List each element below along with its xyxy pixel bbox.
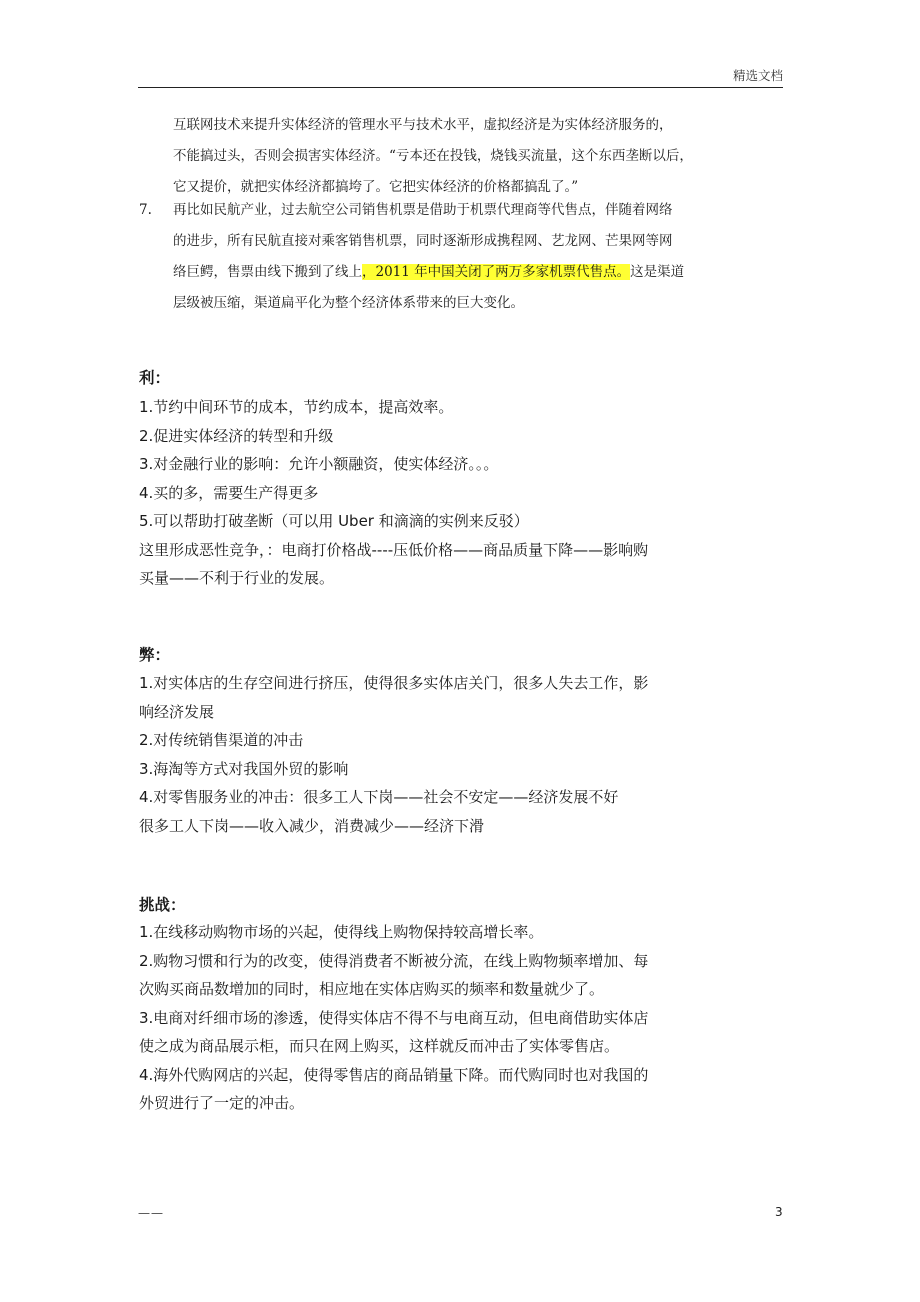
list-item: 4.买的多，需要生产得更多 (139, 483, 319, 502)
item-7-paragraph (173, 195, 684, 319)
list-item: 次购买商品数增加的同时，相应地在实体店购买的频率和数量就少了。 (139, 980, 605, 998)
item-7-text: 这是渠道 (630, 264, 685, 280)
list-item: 2.促进实体经济的转型和升级 (139, 426, 334, 445)
list-item: 1.对实体店的生存空间进行挤压，使得很多实体店关门，很多人失去工作，影 (139, 674, 649, 692)
item-7-line (173, 257, 684, 288)
pros-list (139, 393, 648, 593)
page-number: 3 (775, 1205, 783, 1219)
footer-dash: —— (138, 1206, 164, 1220)
highlighted-text: ，2011 年中国关闭了两万多家机票代售点。 (362, 264, 631, 280)
pros-heading: 利： (139, 369, 171, 387)
list-item: 2.对传统销售渠道的冲击 (139, 731, 304, 749)
page-header-title: 精选文档 (732, 68, 783, 83)
challenges-list (139, 918, 648, 1118)
list-item: 4.对零售服务业的冲击：很多工人下岗——社会不安定——经济发展不好 (139, 788, 619, 806)
list-item: 买量——不利于行业的发展。 (139, 569, 335, 587)
list-item: 外贸进行了一定的冲击。 (139, 1094, 305, 1112)
item-7-number: 7. (139, 202, 152, 218)
cons-heading: 弊： (139, 646, 171, 664)
intro-line: 互联网技术来提升实体经济的管理水平与技术水平，虚拟经济是为实体经济服务的， (173, 117, 673, 133)
list-item: 3.对金融行业的影响：允许小额融资，使实体经济。。。 (139, 455, 499, 473)
list-item: 4.海外代购网店的兴起，使得零售店的商品销量下降。而代购同时也对我国的 (139, 1065, 649, 1084)
list-item: 1.节约中间环节的成本，节约成本，提高效率。 (139, 398, 454, 416)
item-7-text: 络巨鳄，售票由线下搬到了线上 (173, 264, 362, 280)
list-item: 1.在线移动购物市场的兴起，使得线上购物保持较高增长率。 (139, 923, 544, 941)
list-item: 3.电商对纤细市场的渗透，使得实体店不得不与电商互动，但电商借助实体店 (139, 1008, 649, 1027)
intro-line: 它又提价，就把实体经济都搞垮了。它把实体经济的价格都搞乱了。” (173, 179, 579, 195)
header-rule (138, 87, 783, 88)
intro-paragraph (173, 110, 693, 203)
list-item: 2.购物习惯和行为的改变，使得消费者不断被分流，在线上购物频率增加、每 (139, 951, 649, 970)
list-item: 响经济发展 (139, 702, 215, 721)
item-7-line: 的进步，所有民航直接对乘客销售机票，同时逐渐形成携程网、艺龙网、芒果网等网 (173, 233, 673, 249)
challenges-heading: 挑战： (139, 896, 186, 914)
list-item: 3.海淘等方式对我国外贸的影响 (139, 759, 349, 778)
item-7-line: 层级被压缩，渠道扁平化为整个经济体系带来的巨大变化。 (173, 295, 524, 311)
intro-line: 不能搞过头，否则会损害实体经济。“亏本还在投钱，烧钱买流量，这个东西垄断以后， (173, 148, 693, 164)
item-7-line: 再比如民航产业，过去航空公司销售机票是借助于机票代理商等代售点，伴随着网络 (173, 202, 673, 218)
list-item: 这里形成恶性竞争，：电商打价格战----压低价格——商品质量下降——影响购 (139, 540, 649, 559)
list-item: 5.可以帮助打破垄断（可以用 Uber 和滴滴的实例来反驳） (139, 512, 529, 530)
list-item: 很多工人下岗——收入减少，消费减少——经济下滑 (139, 816, 485, 835)
cons-list (139, 669, 648, 840)
list-item: 使之成为商品展示柜，而只在网上购买，这样就反而冲击了实体零售店。 (139, 1037, 620, 1055)
